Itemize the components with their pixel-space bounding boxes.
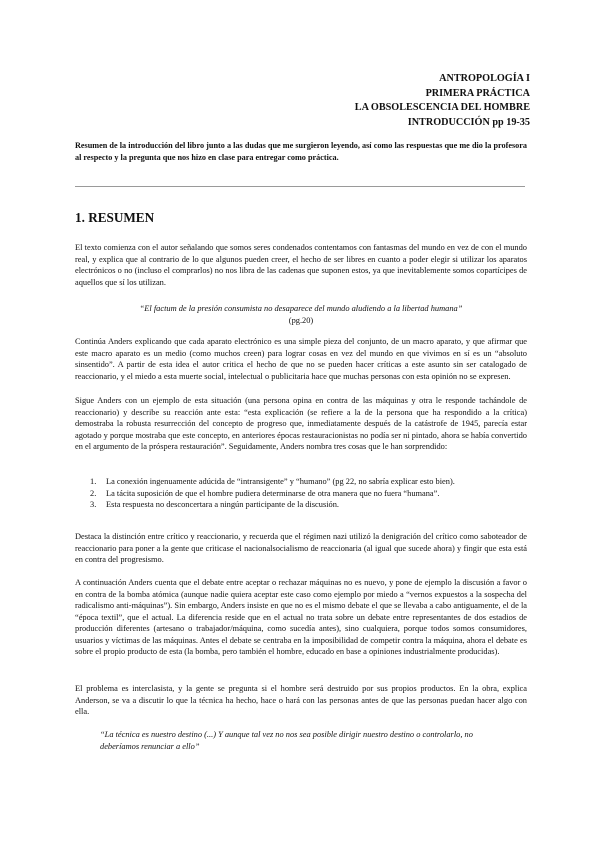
header-practice: PRIMERA PRÁCTICA: [425, 87, 530, 99]
paragraph-2: Continúa Anders explicando que cada aparato electrónico es una simple pieza del conjunto, de un macro aparato, y que afirmar que este macro aparato es un medio (como muchos creen) para lograr cosas en vez del mundo en que vivimos en sí es un “absoluto sinsentido”. A partir de esta idea el autor critica el hecho de que no se pueden hacer críticas a este asunto sin ser catalogado de reaccionario, y el miedo a esta muerte social, intelectual o publicitaria hace que muchas personas con esta opinión no se expresen.: [75, 337, 527, 381]
paragraph-4: Destaca la distinción entre crítico y reaccionario, y recuerda que el régimen nazi utilizó la denigración del crítico como saboteador de reaccionario para poner a la gente que criticase el nacionalsocialismo de reaccionaria (al igual que sucede ahora) y fingir que esta está en contra del progresismo.: [75, 532, 527, 565]
numbered-list: [90, 476, 527, 511]
paragraph-6: El problema es interclasista, y la gente se pregunta si el hombre será destruido por sus propios productos. En la obra, explica Anderson, se va a discutir lo que la técnica ha hecho, hace o hará con las personas antes de que las personas puedan hacer algo con ella.: [75, 684, 527, 717]
list-item-number: 2.: [90, 488, 97, 498]
list-item: [90, 499, 527, 511]
list-item-text: La tácita suposición de que el hombre pudiera determinarse de otra manera que no fuera “humana”.: [106, 488, 440, 498]
document-header: [355, 72, 530, 130]
abstract-text: Resumen de la introducción del libro junto a las dudas que me surgieron leyendo, así como las respuestas que me dio la profesora al respecto y la pregunta que nos hizo en clase para entregar como práctica.: [75, 141, 527, 163]
list-item: [90, 488, 527, 500]
list-item-text: La conexión ingenuamente adúcida de “intransigente” y “humano” (pg 22, no sabría explicar esto bien).: [106, 477, 455, 486]
list-item-text: Esta respuesta no desconcertara a ningún participante de la discusión.: [106, 500, 340, 510]
paragraph-5: A continuación Anders cuenta que el debate entre aceptar o rechazar máquinas no es nuevo, y pone de ejemplo la discusión a favor o en contra de la bomba atómica (aunque nadie quiera aceptar este caso como ejemplo por miedo a “vernos expuestos a la sospecha del radicalismo anti-máquinas”). Sin embargo, Anders insiste en que no es el mismo debate el que se llevaba a cabo antiguamente, el de la “época textil”, que el actual. La diferencia reside que en el actual no trata sobre un debate entre representantes de dos estadios de producción diferentes (artesano o trabajador/máquina, como sucedía antes), sino cualquiera, porque todos somos consumidores, usuarios y víctimas de las máquinas. Antes el debate se centraba en la imposibilidad de competir contra la máquina, ahora el debate es sobre el propio producto de esta (la bomba, pero también el hombre, educado en base a opiniones industrialmente producidas).: [75, 578, 527, 657]
quote-1-text: “El factum de la presión consumista no desaparece del mundo aludiendo a la libertad humana”: [139, 304, 463, 313]
quote-2: “La técnica es nuestro destino (...) Y aunque tal vez no nos sea posible dirigir nuestro destino o controlarlo, no deberíamos renunciar a ello”: [100, 730, 473, 751]
paragraph-3: Sigue Anders con un ejemplo de esta situación (una persona opina en contra de las máquinas y otra le responde tachándole de reaccionario) y describe su reacción ante esta: “esta explicación (se refiere a la de la persona que ha respondido a la crítica) demostraba la robusta resurrección del concepto de progreso que, inmediatamente después de la catástrofe de 1945, parecía estar agotado y porque mostraba que este concepto, en anteriores épocas restauracionistas no podía ser ni pintado, ahora se había convertido en el argumento de la próspera restauración”. Seguidamente, Anders nombra tres cosas que le han sorprendido:: [75, 396, 527, 452]
header-book-title: LA OBSOLESCENCIA DEL HOMBRE: [354, 102, 530, 114]
list-item-number: 3.: [90, 500, 97, 510]
section-title: 1. RESUMEN: [75, 210, 155, 225]
paragraph-1: El texto comienza con el autor señalando que somos seres condenados contentamos con fantasmas del mundo en vez de con el mundo real, y explica que al contrario de lo que algunos pueden creer, el hecho de ser libres en cuanto a poder elegir si utilizar los aparatos electrónicos o no (incluso el comprarlos) no nos libra de las cadenas que suponen estos, ya que inevitablemente somos copartícipes de aquellos que sí los utilizan.: [75, 243, 527, 287]
list-item-number: 1.: [90, 477, 97, 486]
list-item: [90, 476, 527, 488]
quote-1-reference: (pg.20): [288, 315, 314, 325]
header-course: ANTROPOLOGÍA I: [439, 73, 530, 84]
quote-1: [75, 303, 527, 326]
divider-line: [75, 186, 525, 187]
header-chapter: INTRODUCCIÓN pp 19-35: [407, 116, 530, 128]
